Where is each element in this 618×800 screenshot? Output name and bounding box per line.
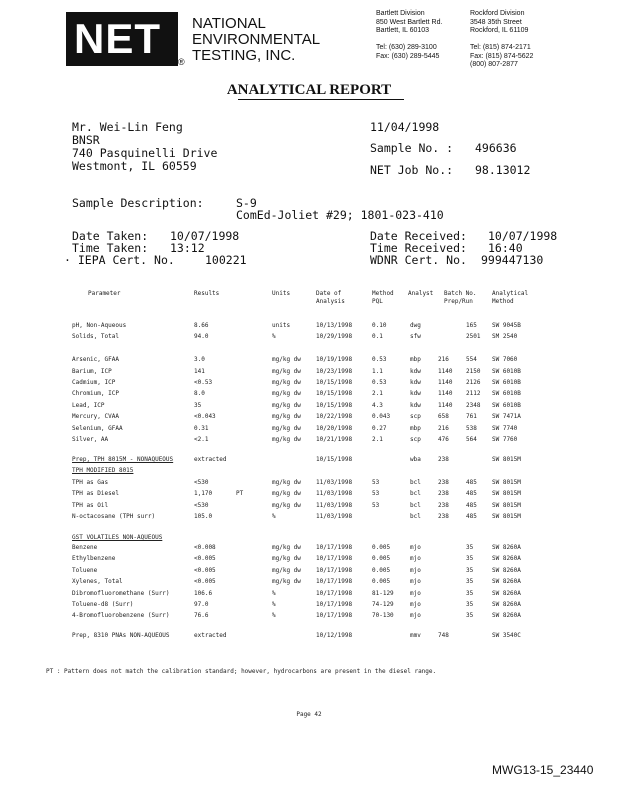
address-line: Rockford, IL 61109 xyxy=(470,27,529,34)
cell-result: 8.66 xyxy=(194,322,209,329)
header-results: Results xyxy=(194,290,220,297)
cell-run: 761 xyxy=(466,413,477,421)
cell-parameter: Toluene-d8 (Surr) xyxy=(72,601,134,608)
sample-description-label: Sample Description: xyxy=(72,196,204,210)
report-title: ANALYTICAL REPORT xyxy=(226,82,392,98)
cell-parameter: 4-Bromofluorobenzene (Surr) xyxy=(72,612,170,620)
cell-parameter: Cadmium, ICP xyxy=(72,379,116,386)
cell-analyst: kdw xyxy=(410,390,421,398)
table-row xyxy=(0,345,618,357)
address-line: Bartlett Division xyxy=(376,10,425,17)
table-row xyxy=(0,425,618,437)
cell-method: SW 3540C xyxy=(492,632,521,639)
cell-pql: 53 xyxy=(372,501,380,509)
cell-method: SW 8260A xyxy=(492,578,521,586)
table-row xyxy=(0,567,618,579)
cell-result: extracted xyxy=(194,456,227,463)
cell-date: 10/15/1998 xyxy=(316,379,353,386)
cell-pql: 0.043 xyxy=(372,413,391,421)
cell-units: mg/kg dw xyxy=(272,436,301,443)
table-row xyxy=(0,490,618,502)
table-row xyxy=(0,368,618,380)
cell-parameter: Mercury, CVAA xyxy=(72,413,119,421)
cell-prep: 1140 xyxy=(438,367,453,375)
report-date: 11/04/1998 xyxy=(370,120,440,134)
cell-run: 485 xyxy=(466,513,477,520)
cell-parameter: Ethylbenzene xyxy=(72,555,116,563)
date-received-label: Date Received: xyxy=(370,229,467,243)
cell-qualifier: PT xyxy=(236,490,244,498)
cell-pql: 0.53 xyxy=(372,379,387,386)
cell-run: 2126 xyxy=(466,379,481,386)
cell-units: mg/kg dw xyxy=(272,367,301,375)
cell-result: 0.31 xyxy=(194,424,209,432)
cell-run: 554 xyxy=(466,356,477,364)
cell-run: 564 xyxy=(466,436,477,443)
cell-date: 10/17/1998 xyxy=(316,589,353,597)
cell-run: 2348 xyxy=(466,401,481,409)
cell-parameter: Prep, 8310 PNAs NON-AQUEOUS xyxy=(72,632,170,639)
cell-result: 8.0 xyxy=(194,390,205,398)
cell-date: 10/17/1998 xyxy=(316,578,353,586)
cell-run: 538 xyxy=(466,424,477,432)
cell-parameter: Dibromofluoromethane (Surr) xyxy=(72,589,170,597)
cell-method: SW 8260A xyxy=(492,612,521,620)
client-address: Mr. Wei-Lin Feng BNSR 740 Pasquinelli Drive Westmont, IL 60559 xyxy=(72,120,218,173)
cell-date: 10/21/1998 xyxy=(316,436,353,443)
cell-units: mg/kg dw xyxy=(272,555,301,563)
cell-method: SW 8260A xyxy=(492,566,521,574)
cell-date: 11/03/1998 xyxy=(316,501,353,509)
cell-analyst: mjo xyxy=(410,566,421,574)
address-line: Rockford Division xyxy=(470,10,525,17)
cell-date: 10/12/1998 xyxy=(316,632,353,639)
cell-prep: 748 xyxy=(438,632,449,639)
cell-date: 10/29/1998 xyxy=(316,333,353,341)
cell-result: 35 xyxy=(194,401,202,409)
time-received: 16:40 xyxy=(488,241,523,255)
cell-result: extracted xyxy=(194,632,227,639)
cell-run: 35 xyxy=(466,544,474,551)
cell-analyst: kdw xyxy=(410,379,421,386)
header-units: Units xyxy=(272,290,291,297)
cell-parameter: Benzene xyxy=(72,544,98,551)
header-method-pql: Method PQL xyxy=(372,290,394,305)
cell-pql: 0.1 xyxy=(372,333,383,341)
sample-no-label: Sample No. : xyxy=(370,141,454,155)
cell-units: mg/kg dw xyxy=(272,390,301,398)
address-line: Fax: (815) 874-5622 xyxy=(470,52,534,60)
footnote: PT : Pattern does not match the calibration standard; however, hydrocarbons are present in the diesel range. xyxy=(46,668,437,675)
cell-result: 141 xyxy=(194,367,205,375)
cell-units: mg/kg dw xyxy=(272,356,301,364)
cell-run: 165 xyxy=(466,322,477,329)
table-row xyxy=(0,544,618,556)
table-row xyxy=(0,612,618,624)
cell-method: SW 8260A xyxy=(492,544,521,551)
net-logo: NET xyxy=(66,12,178,66)
cell-analyst: mjo xyxy=(410,555,421,563)
cell-pql: 81-129 xyxy=(372,589,394,597)
cell-date: 10/17/1998 xyxy=(316,555,353,563)
cell-date: 10/13/1998 xyxy=(316,322,353,329)
cell-method: SW 8015M xyxy=(492,513,521,520)
cell-analyst: sfw xyxy=(410,333,421,341)
cell-analyst: mjo xyxy=(410,612,421,620)
cell-date: 11/03/1998 xyxy=(316,478,353,486)
table-row xyxy=(0,502,618,514)
cell-pql: 70-130 xyxy=(372,612,394,620)
cell-date: 10/17/1998 xyxy=(316,601,353,608)
address-line: Tel: (630) 289-3100 xyxy=(376,44,437,51)
cell-prep: 1140 xyxy=(438,390,453,398)
date-taken: 10/07/1998 xyxy=(170,229,240,243)
cell-parameter: Lead, ICP xyxy=(72,401,105,409)
cell-method: SW 8260A xyxy=(492,601,521,608)
title-underline xyxy=(238,99,404,100)
cell-pql: 0.005 xyxy=(372,544,391,551)
cell-analyst: scp xyxy=(410,436,421,443)
cell-pql: 0.005 xyxy=(372,578,391,586)
header-analytical-method: Analytical Method xyxy=(492,290,529,305)
cell-result: <0.005 xyxy=(194,578,216,586)
cell-parameter: TPH as Gas xyxy=(72,478,109,486)
cell-parameter: Arsenic, GFAA xyxy=(72,356,119,364)
cell-method: SW 8015M xyxy=(492,456,521,463)
cell-parameter: pH, Non-Aqueous xyxy=(72,322,127,329)
cell-method: SW 6010B xyxy=(492,390,521,398)
cell-result: <0.53 xyxy=(194,379,213,386)
cell-run: 485 xyxy=(466,478,477,486)
cell-date: 10/20/1998 xyxy=(316,424,353,432)
cell-run: 2112 xyxy=(466,390,481,398)
header-batch: Batch No. Prep/Run xyxy=(444,290,477,305)
cell-units: mg/kg dw xyxy=(272,413,301,421)
cell-prep: 238 xyxy=(438,490,449,498)
cell-date: 10/22/1998 xyxy=(316,413,353,421)
cell-date: 11/03/1998 xyxy=(316,513,353,520)
cell-method: SW 7740 xyxy=(492,424,518,432)
cell-analyst: mbp xyxy=(410,356,421,364)
voc-section-header: GST VOLATILES NON-AQUEOUS xyxy=(72,534,163,541)
table-row xyxy=(0,413,618,425)
cell-pql: 74-129 xyxy=(372,601,394,608)
cell-date: 10/17/1998 xyxy=(316,612,353,620)
cell-result: 106.6 xyxy=(194,589,213,597)
cell-analyst: kdw xyxy=(410,401,421,409)
cell-analyst: scp xyxy=(410,413,421,421)
cell-parameter: Prep, TPH 8015M - NONAQUEOUS xyxy=(72,456,174,463)
address-line: Bartlett, IL 60103 xyxy=(376,27,430,34)
sample-no: 496636 xyxy=(475,141,517,155)
table-row xyxy=(0,456,618,468)
cell-result: <0.005 xyxy=(194,566,216,574)
cell-units: % xyxy=(272,513,276,520)
address-line: Fax: (630) 289-5445 xyxy=(376,52,440,60)
time-taken-label: Time Taken: xyxy=(72,241,149,255)
cell-method: SW 7060 xyxy=(492,356,518,364)
time-taken: 13:12 xyxy=(170,241,205,255)
cell-run: 35 xyxy=(466,555,474,563)
table-row xyxy=(0,601,618,613)
cell-run: 35 xyxy=(466,589,474,597)
cell-method: SM 2540 xyxy=(492,333,518,341)
wdnr-cert-no: 999447130 xyxy=(481,253,544,267)
cell-result: 1,170 xyxy=(194,490,213,498)
table-row xyxy=(0,479,618,491)
cell-parameter: Silver, AA xyxy=(72,436,109,443)
cell-units: mg/kg dw xyxy=(272,379,301,386)
cell-run: 35 xyxy=(466,578,474,586)
cell-method: SW 7760 xyxy=(492,436,518,443)
cell-analyst: dwg xyxy=(410,322,421,329)
cell-prep: 1140 xyxy=(438,379,453,386)
cell-date: 10/15/1998 xyxy=(316,456,353,463)
sample-description-2: ComEd-Joliet #29; 1801-023-410 xyxy=(236,208,444,222)
company-name: NATIONAL ENVIRONMENTAL TESTING, INC. xyxy=(192,15,321,64)
address-line: 850 West Bartlett Rd. xyxy=(376,18,443,26)
address-line: 3548 35th Street xyxy=(470,18,522,26)
cell-parameter: N-octacosane (TPH surr) xyxy=(72,513,156,520)
cell-parameter: Solids, Total xyxy=(72,333,119,341)
cell-result: 3.0 xyxy=(194,356,205,364)
cell-method: SW 8260A xyxy=(492,555,521,563)
cell-analyst: wba xyxy=(410,456,421,463)
cell-method: SW 8260A xyxy=(492,589,521,597)
cell-pql: 2.1 xyxy=(372,436,383,443)
cell-prep: 476 xyxy=(438,436,449,443)
table-row xyxy=(0,322,618,334)
cell-analyst: bcl xyxy=(410,490,421,498)
cell-result: 94.0 xyxy=(194,333,209,341)
cell-result: <0.043 xyxy=(194,413,216,421)
cell-pql: 53 xyxy=(372,490,380,498)
time-received-label: Time Received: xyxy=(370,241,467,255)
cell-pql: 0.53 xyxy=(372,356,387,364)
cell-units: mg/kg dw xyxy=(272,544,301,551)
table-row xyxy=(0,467,618,479)
cell-date: 10/19/1998 xyxy=(316,356,353,364)
table-row xyxy=(0,555,618,567)
table-row xyxy=(0,379,618,391)
cell-analyst: mjo xyxy=(410,578,421,586)
cell-parameter: Selenium, GFAA xyxy=(72,424,123,432)
cell-pql: 0.005 xyxy=(372,555,391,563)
wdnr-cert-label: WDNR Cert. No. xyxy=(370,253,467,267)
cell-prep: 238 xyxy=(438,478,449,486)
cell-parameter: Barium, ICP xyxy=(72,367,112,375)
cell-method: SW 8015M xyxy=(492,501,521,509)
cell-method: SW 7471A xyxy=(492,413,521,421)
cell-run: 2501 xyxy=(466,333,481,341)
cell-result: <530 xyxy=(194,478,209,486)
cell-run: 35 xyxy=(466,601,474,608)
cell-units: mg/kg dw xyxy=(272,566,301,574)
cell-units: units xyxy=(272,322,291,329)
cell-analyst: mbp xyxy=(410,424,421,432)
cell-result: <530 xyxy=(194,501,209,509)
cell-method: SW 9045B xyxy=(492,322,521,329)
cell-parameter: Toluene xyxy=(72,566,98,574)
cell-run: 485 xyxy=(466,501,477,509)
cell-parameter: TPH MODIFIED 8015 xyxy=(72,467,134,475)
cell-run: 485 xyxy=(466,490,477,498)
cell-method: SW 6010B xyxy=(492,401,521,409)
cell-analyst: kdw xyxy=(410,367,421,375)
cell-units: mg/kg dw xyxy=(272,424,301,432)
cell-pql: 0.005 xyxy=(372,566,391,574)
cell-prep: 216 xyxy=(438,424,449,432)
date-received: 10/07/1998 xyxy=(488,229,558,243)
document-id: MWG13-15_23440 xyxy=(492,763,594,777)
sample-description-1: S-9 xyxy=(236,196,257,210)
cell-units: % xyxy=(272,612,276,620)
cell-prep: 238 xyxy=(438,501,449,509)
cell-pql: 2.1 xyxy=(372,390,383,398)
cell-parameter: TPH as Diesel xyxy=(72,490,119,498)
cell-analyst: bcl xyxy=(410,501,421,509)
table-row xyxy=(0,578,618,590)
job-no: 98.13012 xyxy=(475,163,531,177)
cell-date: 10/17/1998 xyxy=(316,544,353,551)
cell-analyst: mjo xyxy=(410,544,421,551)
date-taken-label: Date Taken: xyxy=(72,229,149,243)
rockford-division-address xyxy=(470,10,533,70)
job-no-label: NET Job No.: xyxy=(370,163,454,177)
cell-parameter: Chromium, ICP xyxy=(72,390,119,398)
cell-units: mg/kg dw xyxy=(272,401,301,409)
cell-date: 10/17/1998 xyxy=(316,566,353,574)
cell-prep: 658 xyxy=(438,413,449,421)
cell-units: mg/kg dw xyxy=(272,478,301,486)
page-number: Page 42 xyxy=(296,711,322,718)
cell-method: SW 8015M xyxy=(492,490,521,498)
cell-date: 10/15/1998 xyxy=(316,390,353,398)
iepa-cert-no: 100221 xyxy=(205,253,247,267)
cell-analyst: mjo xyxy=(410,589,421,597)
address-line xyxy=(376,36,442,45)
table-row xyxy=(0,590,618,602)
iepa-cert-label: · IEPA Cert. No. xyxy=(64,253,175,267)
cell-result: <0.005 xyxy=(194,555,216,563)
cell-units: % xyxy=(272,589,276,597)
cell-parameter: Xylenes, Total xyxy=(72,578,123,586)
cell-run: 2150 xyxy=(466,367,481,375)
cell-run: 35 xyxy=(466,566,474,574)
cell-method: SW 6010B xyxy=(492,367,521,375)
header-analyst: Analyst xyxy=(408,290,434,297)
cell-result: <0.008 xyxy=(194,544,216,551)
cell-units: % xyxy=(272,333,276,341)
header-parameter: Parameter xyxy=(88,290,121,297)
cell-pql: 1.1 xyxy=(372,367,383,375)
cell-date: 11/03/1998 xyxy=(316,490,353,498)
table-row xyxy=(0,356,618,368)
cell-method: SW 8015M xyxy=(492,478,521,486)
cell-result: 105.0 xyxy=(194,513,213,520)
cell-analyst: bcl xyxy=(410,478,421,486)
table-row xyxy=(0,390,618,402)
cell-units: mg/kg dw xyxy=(272,578,301,586)
address-line: Tel: (815) 874-2171 xyxy=(470,44,531,51)
cell-result: <2.1 xyxy=(194,436,209,443)
table-row xyxy=(0,513,618,525)
cell-date: 10/15/1998 xyxy=(316,401,353,409)
cell-parameter: TPH as Oil xyxy=(72,501,109,509)
address-line: (800) 807-2877 xyxy=(470,61,518,68)
header-date-of-analysis: Date of Analysis xyxy=(316,290,345,305)
cell-prep: 238 xyxy=(438,456,449,463)
bartlett-division-address xyxy=(376,10,442,61)
cell-result: 97.0 xyxy=(194,601,209,608)
cell-result: 76.6 xyxy=(194,612,209,620)
address-line xyxy=(470,36,533,45)
cell-prep: 238 xyxy=(438,513,449,520)
cell-prep: 1140 xyxy=(438,401,453,409)
cell-pql: 4.3 xyxy=(372,401,383,409)
cell-date: 10/23/1998 xyxy=(316,367,353,375)
cell-analyst: bcl xyxy=(410,513,421,520)
registered-mark: ® xyxy=(178,57,185,67)
cell-analyst: mmv xyxy=(410,632,421,639)
table-row xyxy=(0,402,618,414)
cell-method: SW 6010B xyxy=(492,379,521,386)
cell-pql: 0.10 xyxy=(372,322,387,329)
cell-units: mg/kg dw xyxy=(272,501,301,509)
cell-units: % xyxy=(272,601,276,608)
cell-pql: 0.27 xyxy=(372,424,387,432)
table-row xyxy=(0,436,618,448)
cell-analyst: mjo xyxy=(410,601,421,608)
cell-prep: 216 xyxy=(438,356,449,364)
cell-units: mg/kg dw xyxy=(272,490,301,498)
cell-pql: 53 xyxy=(372,478,380,486)
table-row xyxy=(0,333,618,345)
table-row xyxy=(0,632,618,644)
cell-run: 35 xyxy=(466,612,474,620)
